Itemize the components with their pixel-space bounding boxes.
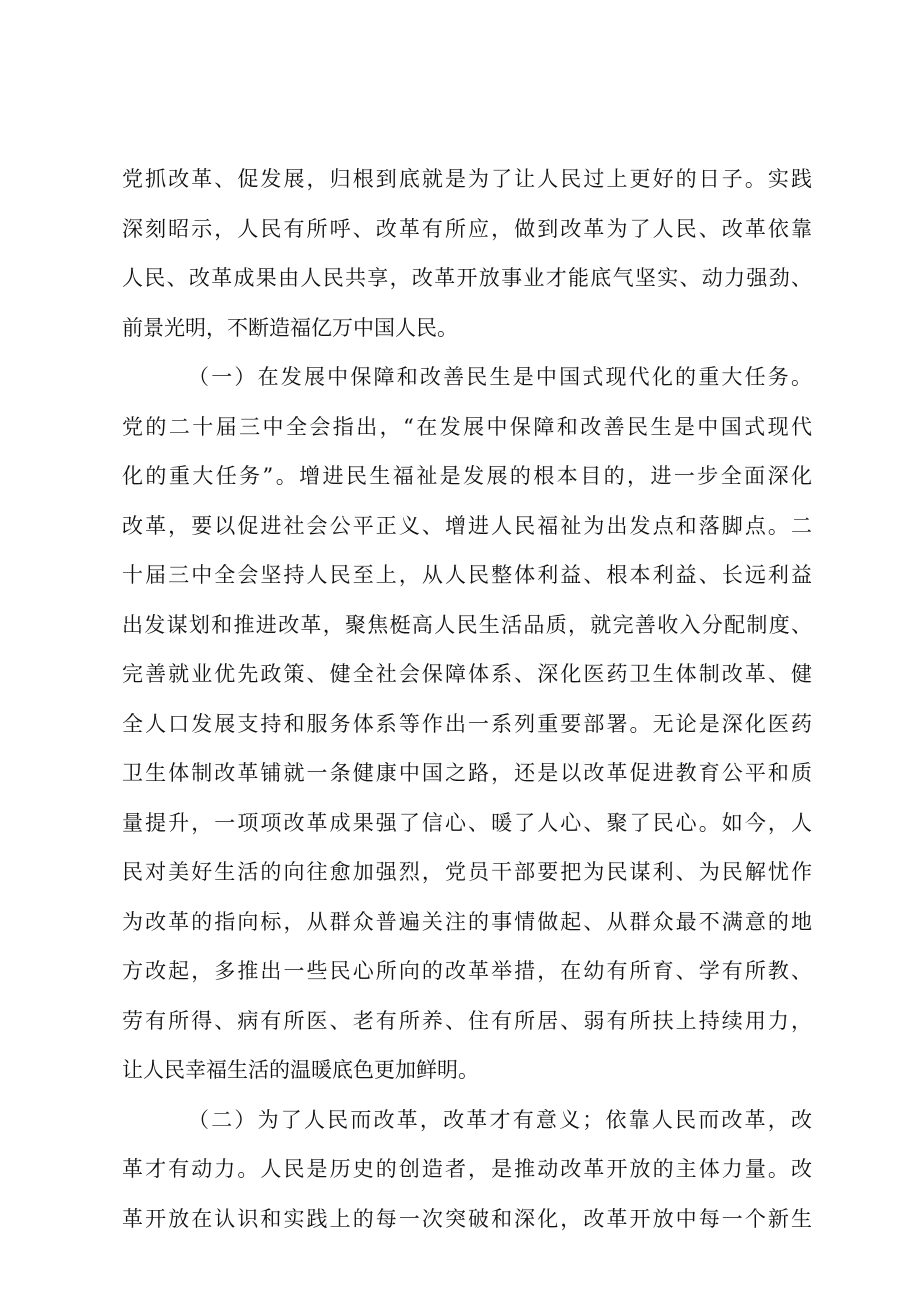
section-heading-line: （一）在发展中保障和改善民生是中国式现代化的重大任务。 bbox=[188, 365, 812, 389]
text-line: 深刻昭示，人民有所呼、改革有所应，做到改革为了人民、改革依靠 bbox=[122, 216, 812, 241]
text-line: 化的重大任务”。增进民生福祉是发展的根本目的，进一步全面深化 bbox=[122, 464, 812, 488]
text-line: 革开放在认识和实践上的每一次突破和深化，改革开放中每一个新生 bbox=[122, 1206, 812, 1231]
document-body bbox=[122, 155, 812, 1244]
text-line: 前景光明，不断造福亿万中国人民。 bbox=[122, 315, 458, 340]
text-line: 出发谋划和推进改革，聚焦梃高人民生活品质，就完善收入分配制度、 bbox=[122, 612, 812, 637]
text-line: 党的二十届三中全会指出，“在发展中保障和改善民生是中国式现代 bbox=[122, 414, 812, 439]
text-line: 人民、改革成果由人民共享，改革开放事业才能底气坚实、动力强劲、 bbox=[122, 266, 812, 290]
text-line: 量提升，一项项改革成果强了信心、暖了人心、聚了民心。如今，人 bbox=[122, 810, 812, 835]
text-line: 卫生体制改革铺就一条健康中国之路，还是以改革促进教育公平和质 bbox=[122, 761, 812, 785]
text-line: 全人口发展支持和服务体系等作出一系列重要部署。无论是深化医药 bbox=[122, 711, 812, 736]
paragraph-1 bbox=[122, 155, 812, 353]
text-line: 改革，要以促进社会公平正义、增进人民福祉为出发点和落脚点。二 bbox=[122, 513, 812, 538]
text-line: 完善就业优先政策、健全社会保障体系、深化医药卫生体制改革、健 bbox=[122, 662, 812, 686]
paragraph-2 bbox=[122, 353, 812, 1096]
paragraph-3 bbox=[122, 1096, 812, 1245]
text-line: 劳有所得、病有所医、老有所养、住有所居、弱有所扶上持续用力， bbox=[122, 1008, 812, 1033]
text-line: 民对美好生活的向往愈加强烈，党员干部要把为民谋利、为民解忧作 bbox=[122, 860, 812, 884]
text-line: 革才有动力。人民是历史的创造者，是推动改革开放的主体力量。改 bbox=[122, 1157, 812, 1181]
text-line: 让人民幸福生活的温暖底色更加鲜明。 bbox=[122, 1058, 479, 1082]
text-line: 十届三中全会坚持人民至上，从人民整体利益、根本利益、长远利益 bbox=[122, 563, 812, 587]
text-line: 为改革的指向标，从群众普遍关注的事情做起、从群众最不满意的地 bbox=[122, 909, 812, 934]
section-heading-line: （二）为了人民而改革，改革才有意义；依靠人民而改革，改 bbox=[188, 1107, 812, 1132]
text-line: 方改起，多推出一些民心所向的改革举措，在幼有所育、学有所教、 bbox=[122, 959, 812, 983]
text-line: 党抓改革、促发展，归根到底就是为了让人民过上更好的日子。实践 bbox=[122, 167, 812, 191]
